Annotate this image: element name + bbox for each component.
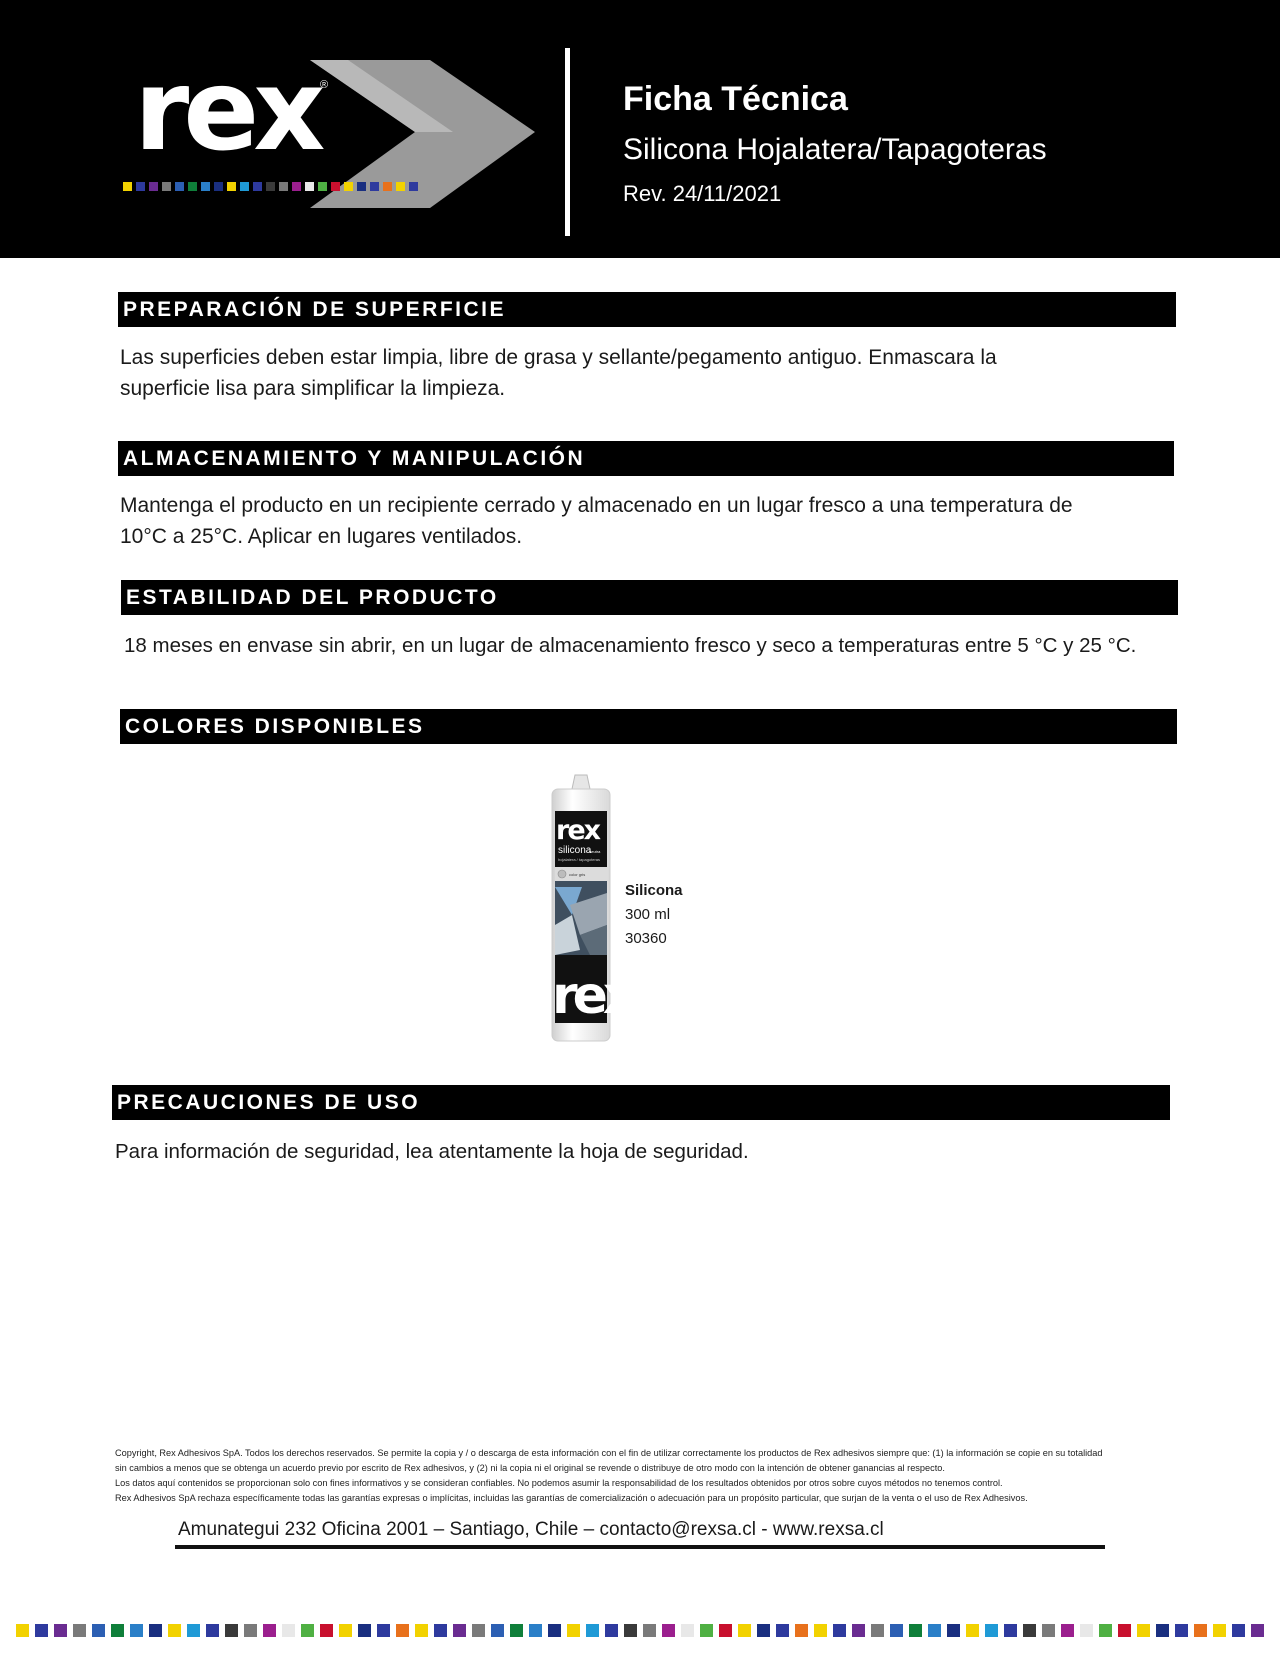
color-square [1080, 1624, 1093, 1637]
product-name: Silicona [625, 882, 683, 899]
legal-line: Rex Adhesivos SpA rechaza específicamente todas las garantías expresas o implícitas, incluidas las garantías de comercialización o adecuación para un propósito particular, que surjan de la venta o el uso de Rex Adhesivos. [115, 1493, 1028, 1503]
color-square [1137, 1624, 1150, 1637]
color-square [548, 1624, 561, 1637]
color-square [814, 1624, 827, 1637]
company-address: Amunategui 232 Oficina 2001 – Santiago, Chile – contacto@rexsa.cl - www.rexsa.cl [178, 1519, 884, 1540]
color-square [292, 182, 301, 191]
color-square [282, 1624, 295, 1637]
tube-label-small-text: neutra [589, 849, 601, 854]
product-tube-image [550, 775, 632, 1045]
color-square [643, 1624, 656, 1637]
color-square [35, 1624, 48, 1637]
header-banner [0, 0, 1280, 258]
section-text-precauciones: Para información de seguridad, lea atentamente la hoja de seguridad. [115, 1140, 749, 1163]
color-square [491, 1624, 504, 1637]
color-square [1232, 1624, 1245, 1637]
logo-color-strip [123, 182, 418, 191]
color-square [240, 182, 249, 191]
logo-wordmark: rex [134, 46, 320, 176]
color-square [149, 1624, 162, 1637]
color-square [168, 1624, 181, 1637]
color-square [244, 1624, 257, 1637]
tube-label-text: silicona [558, 845, 592, 856]
legal-line: sin cambios a menos que se obtenga un acuerdo previo por escrito de Rex adhesivos, y (2) ni la copia ni el original se revende o distribuye de otro modo con la intención de obtener ganancias al respecto. [115, 1463, 945, 1473]
section-bar-colores: COLORES DISPONIBLES [120, 709, 1177, 744]
color-square [73, 1624, 86, 1637]
color-square [409, 182, 418, 191]
color-square [111, 1624, 124, 1637]
color-square [206, 1624, 219, 1637]
color-square [130, 1624, 143, 1637]
color-square [357, 182, 366, 191]
color-square [586, 1624, 599, 1637]
registered-mark: ® [320, 79, 329, 91]
color-square [738, 1624, 751, 1637]
text-line: Las superficies deben estar limpia, libre de grasa y sellante/pegamento antiguo. Enmascara la [120, 346, 997, 369]
color-square [396, 1624, 409, 1637]
section-text-almacenamiento [120, 490, 1073, 552]
text-line: superficie lisa para simplificar la limpieza. [120, 377, 506, 400]
color-square [510, 1624, 523, 1637]
color-square [719, 1624, 732, 1637]
bottom-color-strip [16, 1624, 1264, 1637]
text-line: Mantenga el producto en un recipiente cerrado y almacenado en un lugar fresco a una temperatura de [120, 494, 1073, 517]
color-square [453, 1624, 466, 1637]
color-square [320, 1624, 333, 1637]
color-square [757, 1624, 770, 1637]
text-line: 10°C a 25°C. Aplicar en lugares ventilados. [120, 525, 523, 548]
color-square [662, 1624, 675, 1637]
color-square [605, 1624, 618, 1637]
legal-line: Los datos aquí contenidos se proporcionan solo con fines informativos y se consideran confiables. No podemos asumir la responsabilidad de los resultados obtenidos por otros sobre cuyos métodos no tenemos control. [115, 1478, 1003, 1488]
color-square [928, 1624, 941, 1637]
color-square [681, 1624, 694, 1637]
color-square [909, 1624, 922, 1637]
color-square [985, 1624, 998, 1637]
color-square [339, 1624, 352, 1637]
color-square [1175, 1624, 1188, 1637]
page-title: Ficha Técnica [623, 80, 848, 118]
page-subtitle: Silicona Hojalatera/Tapagoteras [623, 133, 1047, 166]
color-square [396, 182, 405, 191]
color-square [852, 1624, 865, 1637]
color-square [188, 182, 197, 191]
rex-logo [120, 46, 440, 210]
color-square [472, 1624, 485, 1637]
color-square [415, 1624, 428, 1637]
color-square [377, 1624, 390, 1637]
color-square [123, 182, 132, 191]
color-square [136, 182, 145, 191]
section-bar-precauciones: PRECAUCIONES DE USO [112, 1085, 1170, 1120]
color-square [318, 182, 327, 191]
color-square [966, 1624, 979, 1637]
section-text-preparacion [120, 342, 997, 404]
color-square [1099, 1624, 1112, 1637]
color-square [344, 182, 353, 191]
color-square [624, 1624, 637, 1637]
color-square [1251, 1624, 1264, 1637]
section-bar-estabilidad: ESTABILIDAD DEL PRODUCTO [121, 580, 1178, 615]
color-square [305, 182, 314, 191]
color-square [529, 1624, 542, 1637]
tube-brand-big-text: rex [552, 966, 632, 1026]
tube-color-text: color gris [569, 872, 586, 877]
color-square [92, 1624, 105, 1637]
color-square [279, 182, 288, 191]
color-square [434, 1624, 447, 1637]
color-square [331, 182, 340, 191]
color-square [383, 182, 392, 191]
color-square [833, 1624, 846, 1637]
color-square [1194, 1624, 1207, 1637]
color-square [1061, 1624, 1074, 1637]
color-square [1042, 1624, 1055, 1637]
color-square [301, 1624, 314, 1637]
color-square [201, 182, 210, 191]
color-square [266, 182, 275, 191]
product-volume: 300 ml [625, 906, 671, 923]
color-square [16, 1624, 29, 1637]
header-divider [565, 48, 570, 236]
revision-date: Rev. 24/11/2021 [623, 181, 782, 206]
color-square [214, 182, 223, 191]
color-square [567, 1624, 580, 1637]
color-square [187, 1624, 200, 1637]
legal-disclaimer [115, 1446, 1175, 1506]
color-square [175, 182, 184, 191]
color-square [871, 1624, 884, 1637]
color-square [1118, 1624, 1131, 1637]
product-code: 30360 [625, 930, 667, 947]
color-square [947, 1624, 960, 1637]
color-square [776, 1624, 789, 1637]
address-underline [175, 1545, 1105, 1549]
tube-sublabel-text: hojalatera / tapagoteras [558, 857, 601, 862]
color-square [54, 1624, 67, 1637]
section-bar-preparacion: PREPARACIÓN DE SUPERFICIE [118, 292, 1176, 327]
color-square [225, 1624, 238, 1637]
color-square [1023, 1624, 1036, 1637]
section-text-estabilidad: 18 meses en envase sin abrir, en un lugar de almacenamiento fresco y seco a temperaturas entre 5 °C y 25 °C. [124, 634, 1137, 657]
color-square [370, 182, 379, 191]
color-square [162, 182, 171, 191]
color-square [1156, 1624, 1169, 1637]
color-square [1004, 1624, 1017, 1637]
color-square [358, 1624, 371, 1637]
color-square [149, 182, 158, 191]
color-square [1213, 1624, 1226, 1637]
color-square [795, 1624, 808, 1637]
color-square [890, 1624, 903, 1637]
color-square [263, 1624, 276, 1637]
tube-brand-text: rex [556, 815, 600, 846]
section-bar-almacenamiento: ALMACENAMIENTO Y MANIPULACIÓN [118, 441, 1174, 476]
color-square [253, 182, 262, 191]
color-square [227, 182, 236, 191]
legal-line: Copyright, Rex Adhesivos SpA. Todos los derechos reservados. Se permite la copia y / o descarga de esta información con el fin de utilizar correctamente los productos de Rex adhesivos siempre que: (1) la información se copie en su totalidad [115, 1448, 1103, 1458]
color-square [700, 1624, 713, 1637]
